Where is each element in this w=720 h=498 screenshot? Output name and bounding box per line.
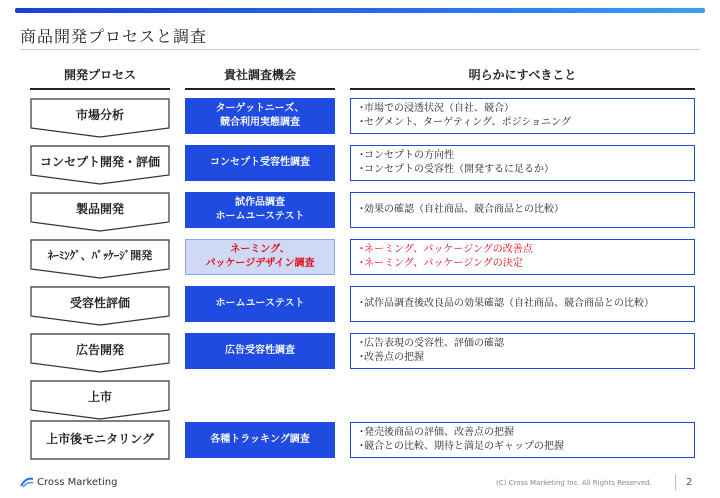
header-clarify: 明らかにすべきこと — [350, 60, 695, 90]
opportunity-box — [185, 422, 335, 458]
process-step-label: ﾈｰﾐﾝｸﾞ、ﾊﾟｯｹｰｼﾞ開発 — [47, 249, 153, 262]
clarify-box — [350, 145, 695, 181]
process-step-label: 広告開発 — [75, 342, 124, 357]
top-accent-bar — [15, 8, 705, 13]
opportunity-line: ホームユーステスト — [215, 211, 305, 222]
clarify-box — [350, 422, 695, 458]
footer-divider — [675, 474, 676, 490]
process-step-arrow — [30, 333, 170, 371]
copyright: (C) Cross Marketing Inc. All Rights Reserved. — [496, 479, 652, 487]
opportunity-line: ネーミング、 — [230, 244, 290, 255]
opportunity-line: 試作品調査 — [235, 197, 285, 208]
clarify-line: ･セグメント、ターゲティング、ポジショニング — [359, 117, 571, 128]
opportunity-box — [185, 192, 335, 228]
clarify-line: ･ネーミング、パッケージングの決定 — [359, 258, 523, 269]
clarify-box — [350, 333, 695, 369]
clarify-line: ･発売後商品の評価、改善点の把握 — [359, 427, 514, 438]
clarify-box — [350, 98, 695, 134]
process-step-label: 上市後モニタリング — [46, 431, 154, 446]
process-step-arrow — [30, 286, 170, 324]
opportunity-line: ターゲットニーズ、 — [215, 103, 305, 114]
title-underline — [20, 49, 700, 50]
clarify-line: ･コンセプトの方向性 — [359, 150, 454, 161]
process-step-arrow — [30, 98, 170, 136]
opportunity-line: コンセプト受容性調査 — [210, 157, 310, 168]
opportunity-line: 広告受容性調査 — [225, 345, 295, 356]
header-opportunity: 貴社調査機会 — [185, 60, 335, 90]
footer-logo — [20, 476, 117, 488]
header-process: 開発プロセス — [30, 60, 170, 90]
process-step-label: コンセプト開発・評価 — [39, 154, 160, 169]
opportunity-line: ホームユーステスト — [215, 298, 305, 309]
clarify-line: ･広告表現の受容性、評価の確認 — [359, 338, 504, 349]
process-step-label: 受容性評価 — [69, 295, 130, 310]
opportunity-line: 各種トラッキング調査 — [210, 434, 310, 445]
clarify-line: ･効果の確認（自社商品、競合商品との比較） — [359, 204, 564, 215]
opportunity-line: パッケージデザイン調査 — [205, 258, 315, 269]
clarify-line: ･競合との比較、期待と満足のギャップの把握 — [359, 441, 564, 452]
process-step-arrow — [30, 192, 170, 230]
opportunity-box — [185, 286, 335, 322]
clarify-line: ･コンセプトの受容性（開発するに足るか） — [359, 164, 554, 175]
process-step-arrow — [30, 239, 170, 277]
clarify-line: ･ネーミング、パッケージングの改善点 — [359, 244, 533, 255]
logo-text: Cross Marketing — [37, 476, 118, 488]
opportunity-box — [185, 145, 335, 181]
process-step-box — [30, 420, 170, 458]
clarify-box — [350, 286, 695, 322]
opportunity-box — [185, 98, 335, 134]
process-step-label: 市場分析 — [75, 107, 124, 122]
clarify-line: ･市場での浸透状況（自社、競合） — [359, 103, 514, 114]
opportunity-box-highlighted — [185, 239, 335, 275]
clarify-line: ･改善点の把握 — [359, 352, 424, 363]
page-title: 商品開発プロセスと調査 — [20, 27, 208, 46]
clarify-box — [350, 192, 695, 228]
clarify-line: ･試作品調査後改良品の効果確認（自社商品、競合商品との比較） — [359, 298, 654, 309]
process-step-label: 製品開発 — [75, 201, 124, 216]
process-step-arrow — [30, 380, 170, 418]
process-step-label: 上市 — [87, 389, 112, 404]
page-number: 2 — [686, 477, 693, 488]
clarify-box-highlighted — [350, 239, 695, 275]
opportunity-line: 競合利用実態調査 — [220, 117, 300, 128]
process-step-arrow — [30, 145, 170, 183]
cross-marketing-logo-icon — [20, 476, 34, 488]
opportunity-box — [185, 333, 335, 369]
